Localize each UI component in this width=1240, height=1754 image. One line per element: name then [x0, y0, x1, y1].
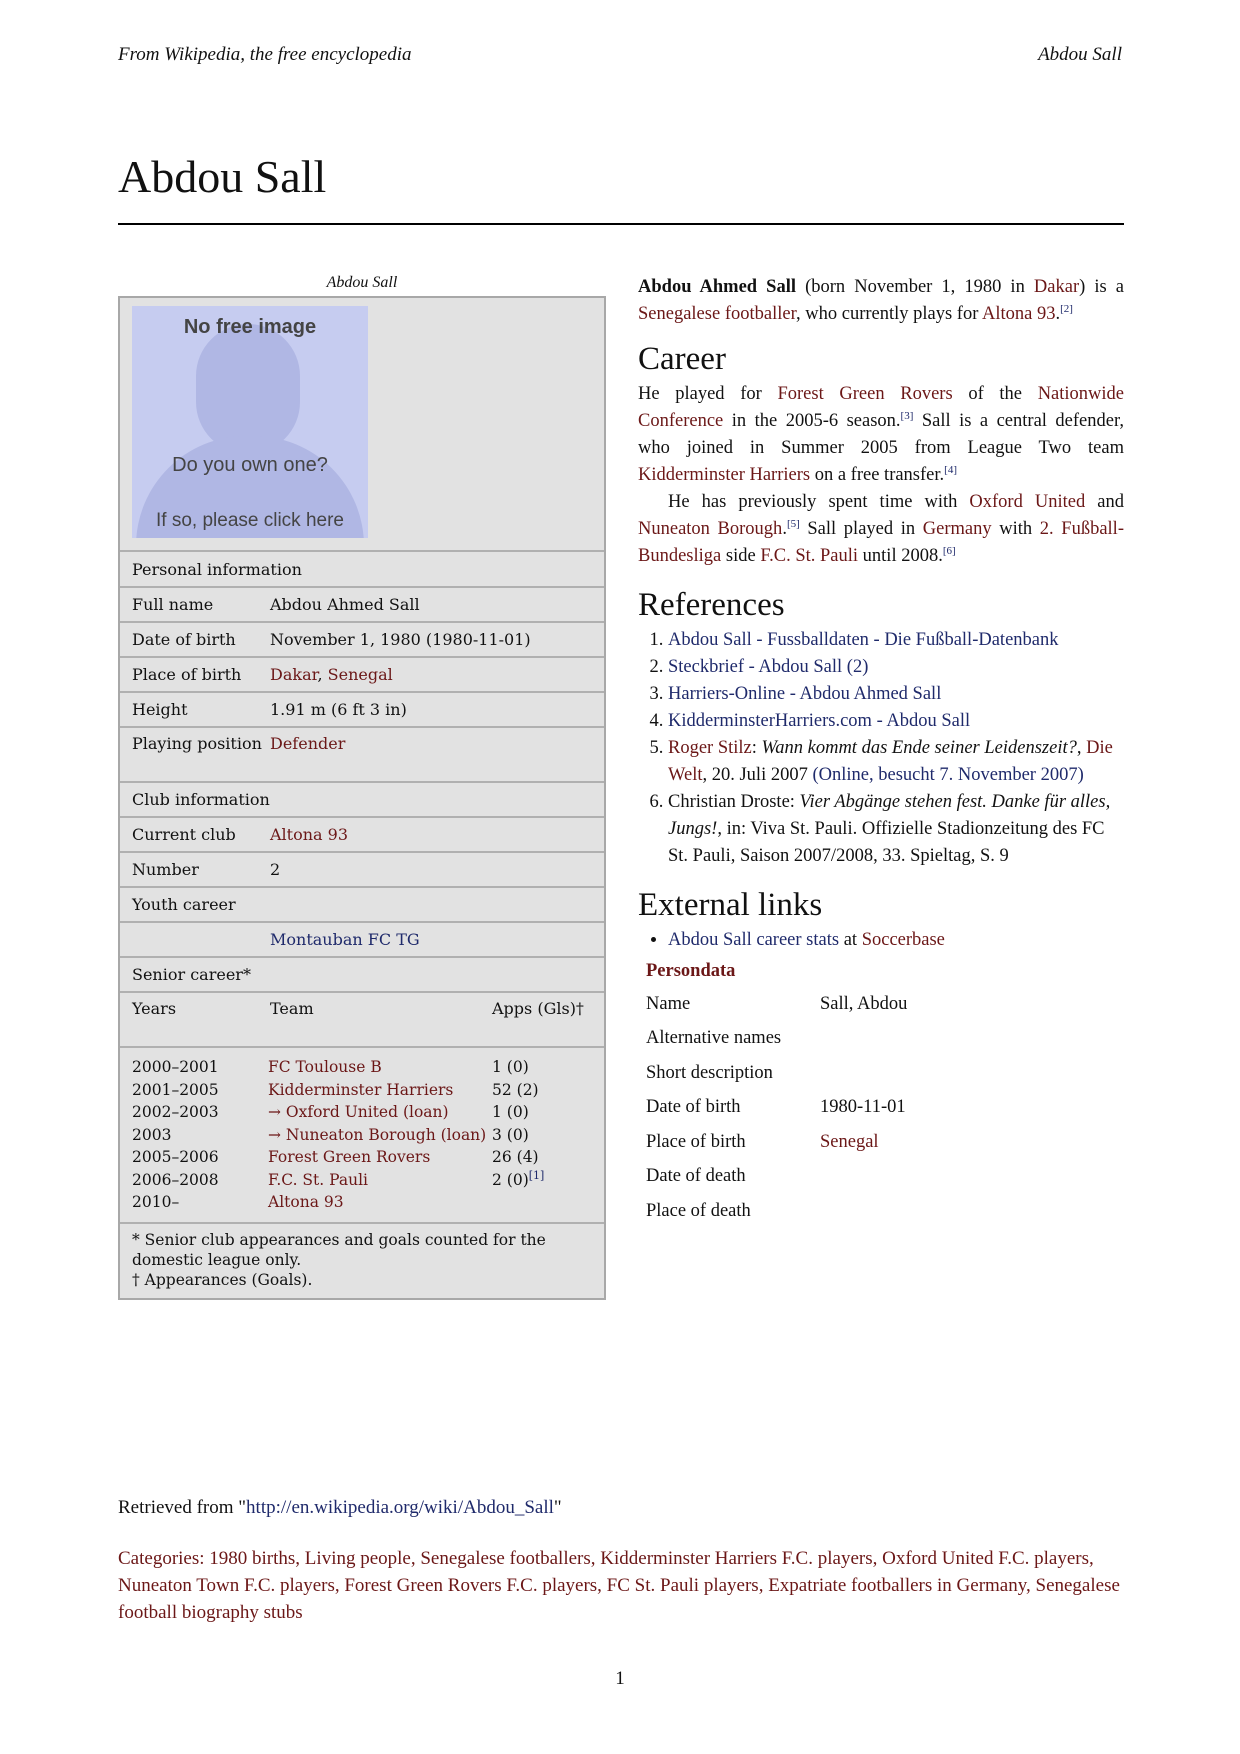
youth-club-row: [120, 923, 604, 958]
dob-row: Date of birth November 1, 1980 (1980-11-01): [120, 623, 604, 658]
table-row-apps: 52 (2): [492, 1080, 539, 1099]
table-row-years: 2000–2001: [132, 1058, 219, 1076]
source-url-link[interactable]: http://en.wikipedia.org/wiki/Abdou_Sall: [246, 1497, 554, 1518]
infobox-footnotes: * Senior club appearances and goals counted for the domestic league only. † Appearances (Goals).: [132, 1230, 546, 1289]
no-free-image-placeholder[interactable]: [132, 306, 368, 538]
page-title: Abdou Sall: [118, 151, 327, 202]
career-paragraph-1: He played for Forest Green Rovers of the Nationwide Conference in the 2005-6 season.[3] Sall is a central defender, who joined in Summer 2005 from League Two team Kidderminster Harriers on a free transfer.[4]: [638, 384, 1124, 485]
list-item: [668, 654, 1124, 681]
publisher-link[interactable]: Die Welt: [668, 738, 1113, 785]
table-row: Place of birth Senegal: [646, 1125, 1124, 1160]
bundesliga-link[interactable]: 2. Fußball-Bundesliga: [638, 519, 1124, 566]
team-link[interactable]: F.C. St. Pauli: [268, 1170, 369, 1189]
table-row-years: 2001–2005: [132, 1080, 219, 1099]
own-one-text: Do you own one?: [172, 454, 328, 476]
youth-club-link[interactable]: Montauban FC TG: [270, 930, 420, 949]
dakar-link[interactable]: Dakar: [270, 665, 318, 684]
table-row-apps: 3 (0): [492, 1125, 529, 1144]
author-link[interactable]: Roger Stilz: [668, 738, 752, 758]
team-link[interactable]: → Oxford United (loan): [268, 1103, 449, 1121]
intro-paragraph: Abdou Ahmed Sall (born November 1, 1980 in Dakar) is a Senegalese footballer, who currently plays for Altona 93.[2]: [638, 277, 1124, 324]
position-row: Playing position Defender: [120, 728, 604, 783]
table-row: Date of death: [646, 1166, 746, 1187]
altona-link[interactable]: Altona 93: [982, 304, 1056, 324]
youth-career-header: Youth career: [120, 888, 604, 923]
infobox-caption: Abdou Sall: [326, 274, 398, 291]
running-header-left: From Wikipedia, the free encyclopedia: [118, 44, 412, 65]
external-links-list: [638, 927, 1124, 954]
reference-link[interactable]: Harriers-Online - Abdou Ahmed Sall: [668, 684, 942, 704]
infobox: [118, 296, 606, 1300]
list-item: [668, 627, 1124, 654]
running-header-right: Abdou Sall: [1038, 44, 1122, 65]
number-row: Number 2: [120, 853, 604, 888]
ref-link[interactable]: [1]: [528, 1168, 545, 1182]
dakar-link[interactable]: Dakar: [1033, 277, 1080, 297]
senegal-link[interactable]: Senegal: [820, 1131, 879, 1152]
references-heading: References: [638, 587, 785, 623]
online-link[interactable]: (Online, besucht 7. November 2007): [812, 765, 1084, 785]
external-links-heading: External links: [638, 887, 823, 923]
current-club-link[interactable]: Altona 93: [270, 825, 349, 844]
fgr-link[interactable]: Forest Green Rovers: [777, 384, 953, 404]
table-row-years: 2010–: [132, 1193, 180, 1211]
table-row: Date of birth 1980-11-01: [646, 1097, 906, 1118]
page-number: 1: [615, 1668, 625, 1689]
reference-link[interactable]: KidderminsterHarriers.com - Abdou Sall: [668, 711, 971, 731]
retrieved-from: Retrieved from "http://en.wikipedia.org/wiki/Abdou_Sall": [118, 1497, 562, 1518]
team-link[interactable]: → Nuneaton Borough (loan): [268, 1125, 487, 1144]
table-row: Alternative names: [646, 1028, 782, 1049]
table-row: Name Sall, Abdou: [646, 993, 908, 1014]
silhouette-head-icon: [196, 324, 300, 454]
table-row-apps: 1 (0): [492, 1058, 529, 1076]
oxford-link[interactable]: Oxford United: [969, 492, 1086, 512]
germany-link[interactable]: Germany: [922, 519, 992, 539]
senegalese-link[interactable]: Senegalese: [638, 304, 721, 324]
team-link[interactable]: Kidderminster Harriers: [268, 1080, 454, 1099]
table-row-apps: 26 (4): [492, 1148, 539, 1166]
table-row-apps: 2 (0): [492, 1170, 529, 1189]
career-paragraph-2: He has previously spent time with Oxford United and Nuneaton Borough.[5] Sall played in Germany with 2. Fußball-Bundesliga side F.C. St. Pauli until 2008.[6]: [638, 492, 1124, 566]
infobox-image-cell: [120, 306, 604, 552]
pob-row: Place of birth Dakar, Senegal: [120, 658, 604, 693]
team-link[interactable]: Altona 93: [268, 1193, 344, 1211]
persondata-table: [646, 987, 1124, 1229]
kidderminster-link[interactable]: Kidderminster Harriers: [638, 465, 811, 485]
height-row: Height 1.91 m (6 ft 3 in): [120, 693, 604, 728]
no-image-text: No free image: [183, 316, 317, 338]
title-rule: [118, 223, 1124, 225]
table-row-years: 2002–2003: [132, 1103, 219, 1121]
ref-link[interactable]: [6]: [942, 544, 956, 557]
table-row-years: 2003: [132, 1125, 172, 1144]
references-list: [638, 627, 1124, 870]
table-row-years: 2006–2008: [132, 1170, 219, 1189]
senegal-link[interactable]: Senegal: [327, 665, 393, 684]
table-row: Place of death: [646, 1200, 751, 1221]
senior-career-table: [120, 1048, 604, 1224]
career-heading: Career: [638, 341, 726, 377]
list-item: • Abdou Sall career stats at Soccerbase: [668, 927, 1124, 954]
ref-link[interactable]: [5]: [786, 517, 800, 530]
senior-career-header: Senior career*: [120, 958, 604, 993]
team-link[interactable]: Forest Green Rovers: [268, 1148, 431, 1166]
defender-link[interactable]: Defender: [270, 734, 346, 753]
st-pauli-link[interactable]: F.C. St. Pauli: [760, 546, 859, 566]
career-stats-link[interactable]: Abdou Sall career stats: [668, 930, 840, 950]
categories[interactable]: Categories: 1980 births, Living people, Senegalese footballers, Kidderminster Harriers F.C. players, Oxford United F.C. players, Nuneaton Town F.C. players, Forest Green Rovers F.C. players, FC St. Pauli players, Expatriate footballers in Germany, Senegalese football biography stubs: [118, 1548, 1120, 1623]
click-here-text: If so, please click here: [156, 510, 344, 531]
list-item: 5. Roger Stilz: Wann kommt das Ende seiner Leidenszeit?, Die Welt, 20. Juli 2007 (Online, besucht 7. November 2007): [668, 735, 1124, 789]
reference-link[interactable]: Steckbrief - Abdou Sall (2): [668, 657, 869, 677]
full-name-row: Full name Abdou Ahmed Sall: [120, 588, 604, 623]
list-item: 6. Christian Droste: Vier Abgänge stehen fest. Danke für alles, Jungs!, in: Viva St. Pauli. Offizielle Stadionzeitung des FC St. Pauli, Saison 2007/2008, 33. Spieltag, S. 9: [668, 789, 1124, 870]
conference-link[interactable]: Nationwide Conference: [638, 384, 1124, 431]
list-item: [668, 708, 1124, 735]
personal-info-header: Personal information: [120, 552, 604, 588]
soccerbase-link[interactable]: Soccerbase: [861, 930, 945, 950]
senior-career-columns: Years Team Apps (Gls)†: [120, 993, 604, 1048]
nuneaton-link[interactable]: Nuneaton Borough: [638, 519, 783, 539]
reference-link[interactable]: Abdou Sall - Fussballdaten - Die Fußball-Datenbank: [668, 630, 1059, 650]
list-item: [668, 681, 1124, 708]
current-club-row: Current club Altona 93: [120, 818, 604, 853]
persondata-title: Persondata: [646, 961, 736, 981]
ref-link[interactable]: [3]: [900, 409, 914, 422]
ref-link[interactable]: [4]: [944, 463, 957, 476]
table-row-apps: 1 (0): [492, 1103, 529, 1121]
table-row-years: 2005–2006: [132, 1148, 219, 1166]
article-body: [638, 274, 1124, 1229]
ref-link[interactable]: [2]: [1060, 302, 1073, 315]
team-link[interactable]: FC Toulouse B: [268, 1058, 382, 1076]
club-info-header: Club information: [120, 783, 604, 818]
footballer-link[interactable]: footballer: [724, 304, 796, 324]
table-row: Short description: [646, 1062, 773, 1083]
